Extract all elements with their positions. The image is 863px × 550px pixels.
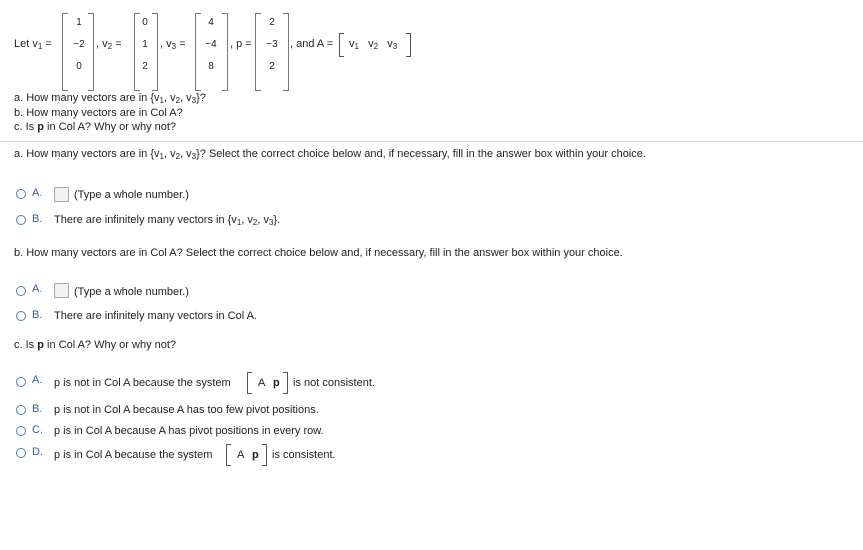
part-a-answer-box[interactable] <box>54 187 69 202</box>
v3-left-bracket <box>195 13 201 91</box>
v2-entry-3: 2 <box>142 61 148 72</box>
p-entry-3: 2 <box>269 61 275 72</box>
part-c-option-d-letter: D. <box>32 446 43 458</box>
part-c-option-b-text: p is not in Col A because A has too few pivot positions. <box>54 404 319 416</box>
v1-right-bracket <box>88 13 94 91</box>
part-b-option-b-letter: B. <box>32 309 43 321</box>
part-a-prompt: a. How many vectors are in {$v_1$, $v_2$, $v_3$}? Select the correct choice below and, if necessary, fill in the answer box within your choice. <box>14 148 646 161</box>
a-matrix-columns: $v_1$ $v_2$ $v_3$ <box>349 38 398 51</box>
part-b-option-a-radio[interactable] <box>16 286 26 296</box>
part-a-option-a-letter: A. <box>32 187 43 199</box>
part-c-option-d-matrix-a: A <box>237 449 245 461</box>
v2-label: , $v_2$ = <box>96 38 122 51</box>
v3-right-bracket <box>222 13 228 91</box>
part-b-option-a-letter: A. <box>32 283 43 295</box>
part-c-option-d-matrix-p: p <box>252 449 259 461</box>
part-b-option-a-text: (Type a whole number.) <box>74 286 189 298</box>
part-c-option-c-text: p is in Col A because A has pivot positions in every row. <box>54 425 324 437</box>
a-left-bracket <box>339 33 344 57</box>
part-a-option-b-text: There are infinitely many vectors in {$v_1$, $v_2$, $v_3$}. <box>54 214 281 227</box>
part-b-option-b-text: There are infinitely many vectors in Col A. <box>54 310 257 322</box>
part-c-option-a-left-bracket <box>247 372 252 394</box>
part-c-option-a-right-bracket <box>283 372 288 394</box>
question-b: b. How many vectors are in Col A? <box>14 107 183 119</box>
part-b-option-b-radio[interactable] <box>16 311 26 321</box>
p-right-bracket <box>283 13 289 91</box>
part-c-option-b-radio[interactable] <box>16 405 26 415</box>
v3-entry-1: 4 <box>208 17 214 28</box>
part-c-option-d-radio[interactable] <box>16 448 26 458</box>
a-right-bracket <box>406 33 411 57</box>
question-c: c. Is p in Col A? Why or why not? <box>14 121 177 133</box>
part-a-option-b-radio[interactable] <box>16 215 26 225</box>
part-c-option-b-letter: B. <box>32 403 43 415</box>
part-c-option-a-text: p is not in Col A because the system <box>54 377 231 389</box>
part-c-option-a-text-end: is not consistent. <box>293 377 375 389</box>
let-v1-label: Let $v_1$ = <box>14 38 52 51</box>
v3-entry-3: 8 <box>208 61 214 72</box>
section-divider <box>0 141 863 142</box>
part-c-option-a-matrix-a: A <box>258 377 266 389</box>
part-c-option-d-left-bracket <box>226 444 231 466</box>
question-a: a. How many vectors are in {$v_1$, $v_2$, $v_3$}? <box>14 92 206 105</box>
part-c-option-a-matrix-p: p <box>273 377 280 389</box>
part-b-answer-box[interactable] <box>54 283 69 298</box>
part-c-prompt: c. Is p in Col A? Why or why not? <box>14 339 177 351</box>
v1-left-bracket <box>62 13 68 91</box>
part-c-option-d-text-end: is consistent. <box>272 449 336 461</box>
v1-entry-3: 0 <box>76 61 82 72</box>
part-a-option-b-letter: B. <box>32 213 43 225</box>
p-left-bracket <box>255 13 261 91</box>
part-a-option-a-radio[interactable] <box>16 189 26 199</box>
v3-entry-2: −4 <box>205 39 217 50</box>
v2-entry-2: 1 <box>142 39 148 50</box>
part-b-prompt: b. How many vectors are in Col A? Select the correct choice below and, if necessary, fill in the answer box within your choice. <box>14 247 623 259</box>
v2-entry-1: 0 <box>142 17 148 28</box>
v3-label: , $v_3$ = <box>160 38 186 51</box>
part-a-option-a-text: (Type a whole number.) <box>74 189 189 201</box>
p-entry-1: 2 <box>269 17 275 28</box>
and-a-label: , and A = <box>290 38 334 50</box>
p-entry-2: −3 <box>266 39 278 50</box>
p-label: , p = <box>230 38 252 50</box>
v1-entry-2: −2 <box>73 39 85 50</box>
part-c-option-a-radio[interactable] <box>16 377 26 387</box>
part-c-option-c-letter: C. <box>32 424 43 436</box>
part-c-option-a-letter: A. <box>32 374 43 386</box>
part-c-option-c-radio[interactable] <box>16 426 26 436</box>
part-c-option-d-text: p is in Col A because the system <box>54 449 213 461</box>
part-c-option-d-right-bracket <box>262 444 267 466</box>
v1-entry-1: 1 <box>76 17 82 28</box>
